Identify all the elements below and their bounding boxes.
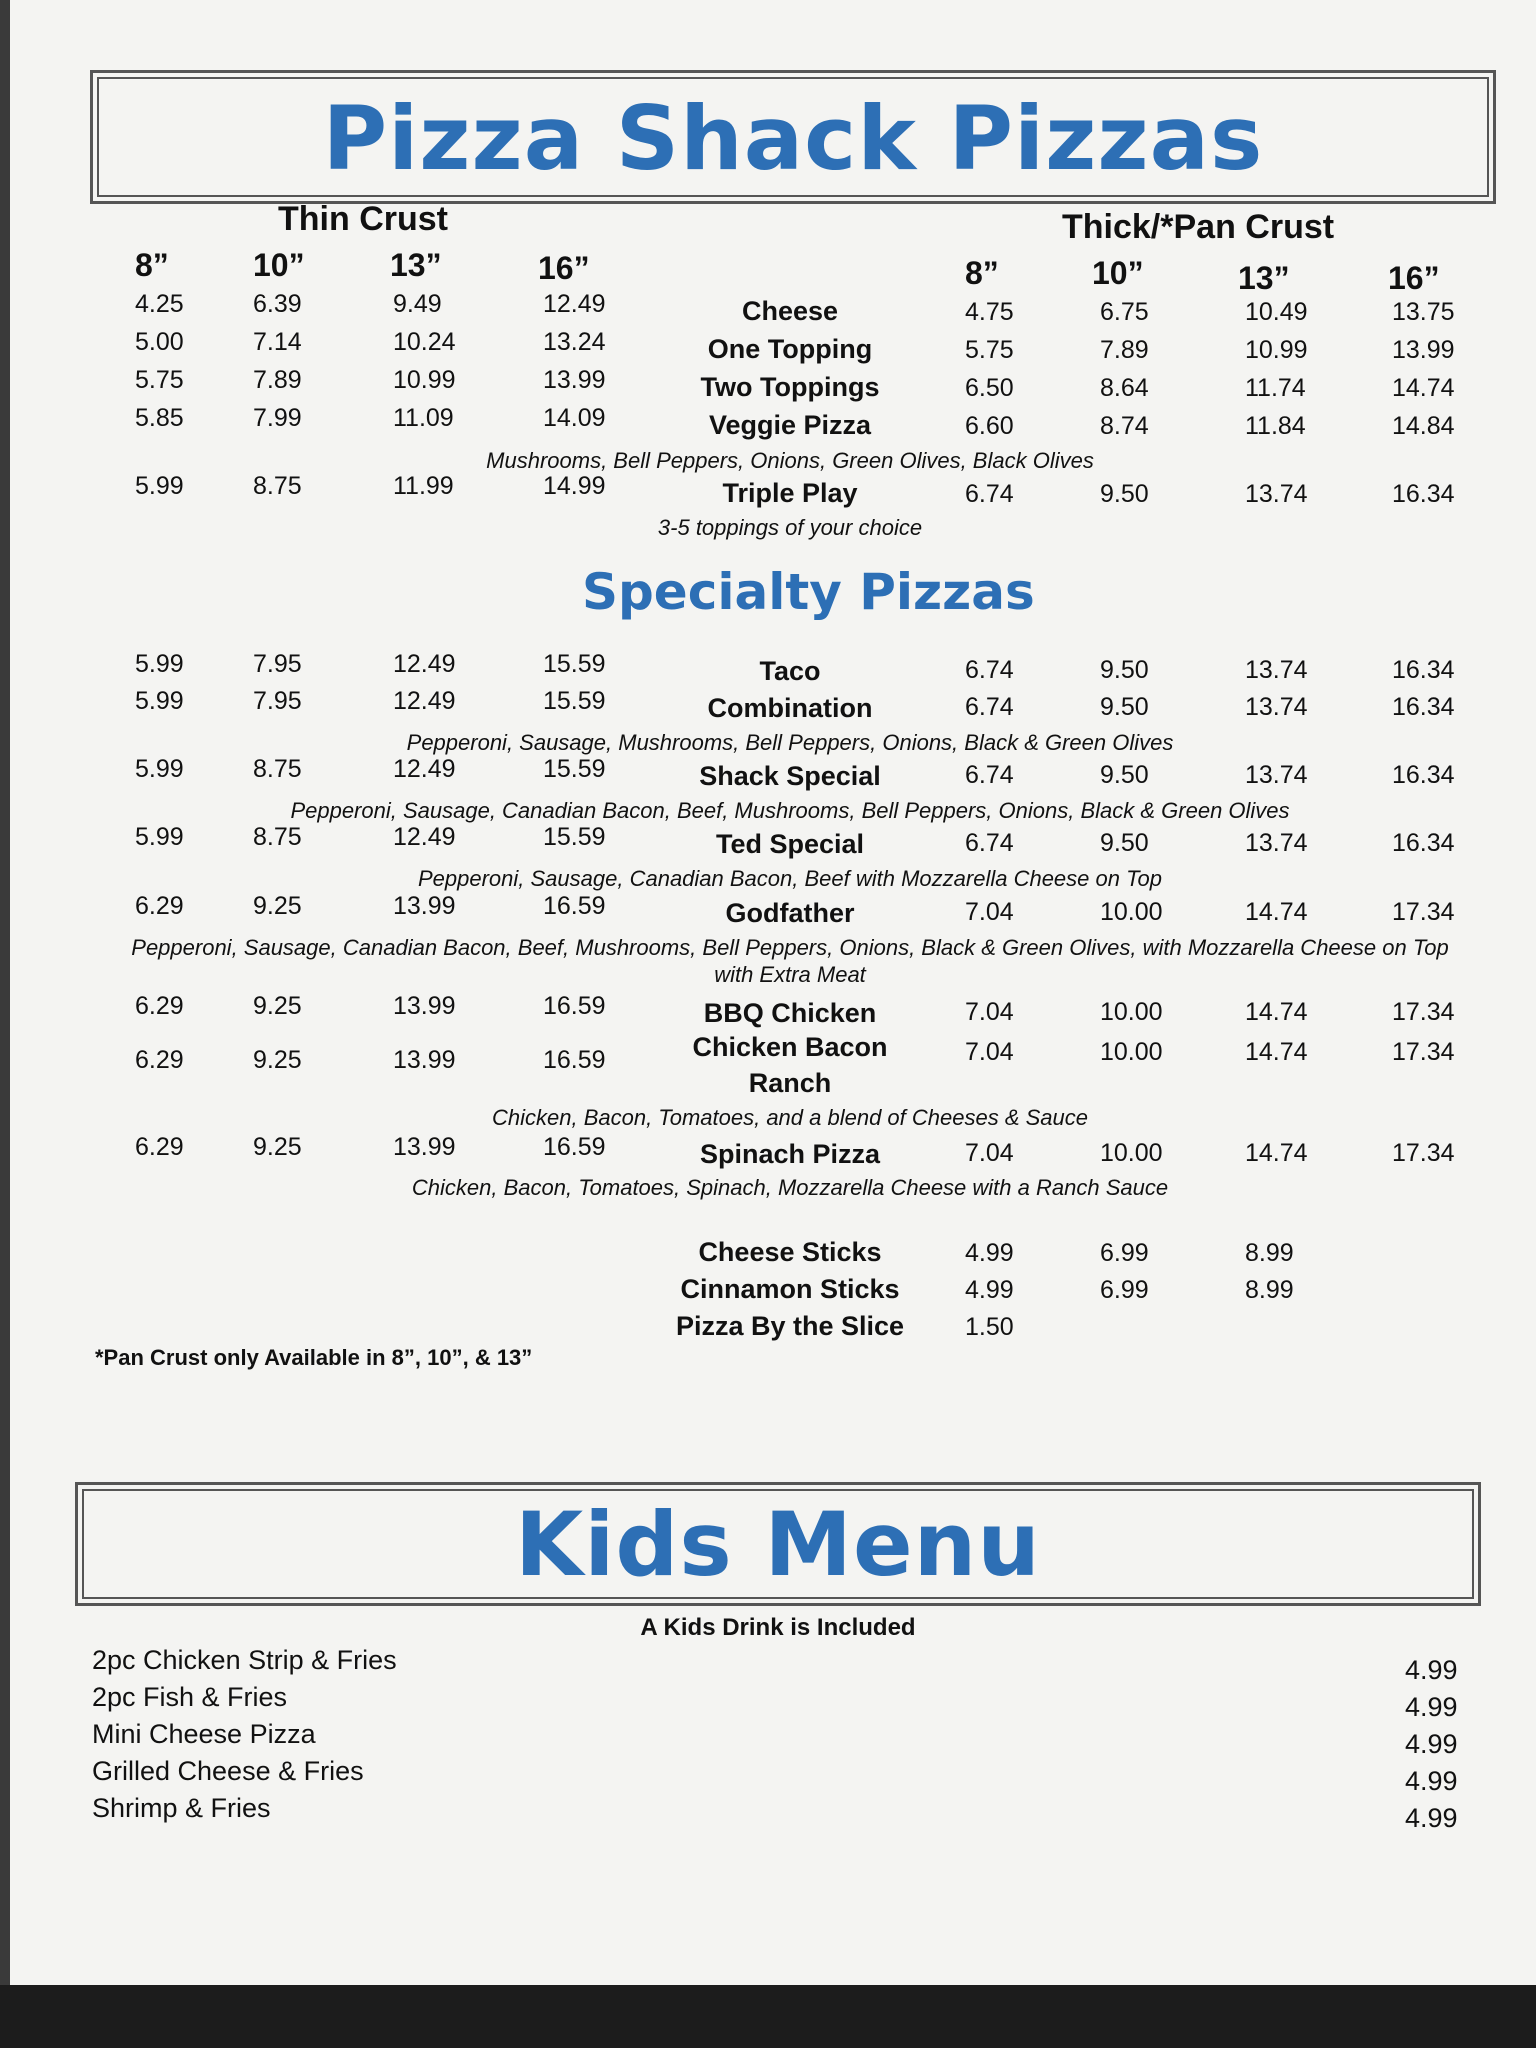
thin-crust-heading: Thin Crust	[278, 200, 448, 238]
extra-price: 6.99	[1100, 1276, 1149, 1304]
thin-price: 5.00	[135, 328, 184, 356]
specialty-description: Chicken, Bacon, Tomatoes, and a blend of Cheeses & Sauce	[491, 1105, 1088, 1130]
thick-price: 10.00	[1100, 1139, 1163, 1167]
thick-price: 10.00	[1100, 898, 1163, 926]
thick-price: 17.34	[1392, 898, 1455, 926]
thin-price: 16.59	[543, 992, 606, 1020]
thin-price: 13.99	[393, 992, 456, 1020]
specialty-name: Godfather	[725, 898, 855, 928]
thick-price: 9.50	[1100, 693, 1149, 721]
thick-price: 13.74	[1245, 761, 1308, 789]
thin-price: 5.99	[135, 650, 184, 678]
pizza-name: Triple Play	[722, 478, 858, 508]
thick-price: 10.99	[1245, 336, 1308, 364]
thin-price: 10.99	[393, 366, 456, 394]
thick-price: 14.74	[1245, 898, 1308, 926]
kids-item-price: 4.99	[1405, 1729, 1458, 1759]
thick-price: 16.34	[1392, 829, 1455, 857]
thin-price: 11.99	[393, 472, 454, 500]
thick-price: 11.74	[1245, 374, 1306, 402]
thin-price: 16.59	[543, 1133, 606, 1161]
thin-price: 16.59	[543, 892, 606, 920]
thin-price: 4.25	[135, 290, 184, 318]
thick-price: 6.74	[965, 761, 1014, 789]
thick-price: 9.50	[1100, 480, 1149, 508]
thick-price: 14.84	[1392, 412, 1455, 440]
thick-price: 7.89	[1100, 336, 1149, 364]
thick-price: 7.04	[965, 898, 1014, 926]
pizza-name: Cheese	[741, 296, 839, 326]
thin-price: 8.75	[253, 823, 302, 851]
thick-price: 14.74	[1245, 1139, 1308, 1167]
thick-price: 6.50	[965, 374, 1014, 402]
thick-price: 9.50	[1100, 761, 1149, 789]
thick-price: 13.75	[1392, 298, 1455, 326]
thick-price: 5.75	[965, 336, 1014, 364]
thick-price: 6.74	[965, 829, 1014, 857]
thin-price: 9.25	[253, 1046, 302, 1074]
kids-subtitle: A Kids Drink is Included	[640, 1614, 916, 1641]
thin-price: 11.09	[393, 404, 454, 432]
thick-size-8: 8”	[965, 255, 999, 291]
thin-price: 9.25	[253, 992, 302, 1020]
pizza-name: One Topping	[707, 334, 873, 364]
thick-price: 7.04	[965, 1038, 1014, 1066]
thick-price: 16.34	[1392, 693, 1455, 721]
thin-size-16: 16”	[538, 250, 590, 286]
thick-price: 14.74	[1245, 998, 1308, 1026]
thick-price: 6.60	[965, 412, 1014, 440]
specialty-name: Chicken Bacon	[692, 1032, 888, 1062]
thin-price: 16.59	[543, 1046, 606, 1074]
thick-price: 13.74	[1245, 656, 1308, 684]
thick-crust-heading: Thick/*Pan Crust	[1062, 208, 1335, 246]
thin-price: 15.59	[543, 755, 606, 783]
pizza-name: Two Toppings	[700, 372, 880, 402]
thin-price: 9.49	[393, 290, 442, 318]
thin-price: 7.89	[253, 366, 302, 394]
thick-price: 6.74	[965, 693, 1014, 721]
thick-price: 14.74	[1392, 374, 1455, 402]
thin-price: 7.14	[253, 328, 302, 356]
thin-size-13: 13”	[390, 247, 442, 283]
kids-item-name: Grilled Cheese & Fries	[92, 1756, 364, 1786]
thick-price: 7.04	[965, 998, 1014, 1026]
thin-price: 6.29	[135, 1133, 184, 1161]
thick-price: 9.50	[1100, 829, 1149, 857]
thin-size-10: 10”	[253, 247, 305, 283]
thin-price: 12.49	[393, 755, 456, 783]
thin-price: 12.49	[393, 687, 456, 715]
extra-name: Cheese Sticks	[698, 1237, 882, 1267]
thin-price: 9.25	[253, 1133, 302, 1161]
thin-price: 6.29	[135, 1046, 184, 1074]
thick-size-13: 13”	[1238, 260, 1290, 296]
thick-price: 13.74	[1245, 480, 1308, 508]
thick-size-16: 16”	[1388, 260, 1440, 296]
thin-price: 5.99	[135, 755, 184, 783]
thin-price: 12.49	[393, 650, 456, 678]
thin-price: 8.75	[253, 755, 302, 783]
extra-price: 8.99	[1245, 1276, 1294, 1304]
thin-price: 13.99	[393, 892, 456, 920]
thick-price: 10.49	[1245, 298, 1308, 326]
thick-price: 16.34	[1392, 761, 1455, 789]
extra-price: 6.99	[1100, 1239, 1149, 1267]
thin-price: 15.59	[543, 650, 606, 678]
thick-price: 14.74	[1245, 1038, 1308, 1066]
thin-price: 6.29	[135, 992, 184, 1020]
specialty-description: Pepperoni, Sausage, Canadian Bacon, Beef with Mozzarella Cheese on Top	[417, 866, 1162, 891]
thin-price: 7.95	[253, 687, 302, 715]
extra-name: Pizza By the Slice	[675, 1311, 905, 1341]
thick-price: 10.00	[1100, 1038, 1163, 1066]
specialty-name: Ted Special	[715, 829, 865, 859]
kids-item-name: Mini Cheese Pizza	[92, 1719, 316, 1749]
thick-price: 10.00	[1100, 998, 1163, 1026]
specialty-description-line2: with Extra Meat	[714, 962, 866, 987]
thin-price: 5.85	[135, 404, 184, 432]
specialty-name-line2: Ranch	[748, 1068, 832, 1098]
thick-price: 13.74	[1245, 693, 1308, 721]
thick-price: 11.84	[1245, 412, 1306, 440]
kids-item-price: 4.99	[1405, 1803, 1458, 1833]
thin-price: 9.25	[253, 892, 302, 920]
specialty-name: Spinach Pizza	[699, 1139, 881, 1169]
kids-item-name: Shrimp & Fries	[92, 1793, 271, 1823]
menu-page	[10, 0, 1536, 1985]
thin-price: 15.59	[543, 687, 606, 715]
pan-crust-note: *Pan Crust only Available in 8”, 10”, & 13”	[95, 1345, 533, 1370]
thin-price: 14.99	[543, 472, 606, 500]
thick-price: 9.50	[1100, 656, 1149, 684]
kids-item-name: 2pc Chicken Strip & Fries	[92, 1645, 397, 1675]
thin-price: 5.99	[135, 472, 184, 500]
extra-name: Cinnamon Sticks	[680, 1274, 900, 1304]
kids-item-name: 2pc Fish & Fries	[92, 1682, 288, 1712]
pizza-description: Mushrooms, Bell Peppers, Onions, Green Olives, Black Olives	[486, 448, 1094, 473]
thick-price: 6.74	[965, 656, 1014, 684]
kids-item-price: 4.99	[1405, 1766, 1458, 1796]
thin-price: 8.75	[253, 472, 302, 500]
thin-price: 15.59	[543, 823, 606, 851]
thin-price: 6.39	[253, 290, 302, 318]
specialty-description: Pepperoni, Sausage, Canadian Bacon, Beef, Mushrooms, Bell Peppers, Onions, Black & Green Olives, with Mozzarella Cheese on Top	[131, 935, 1449, 960]
kids-title: Kids Menu	[515, 1493, 1041, 1596]
background-edge-left	[0, 0, 10, 1985]
thick-price: 8.74	[1100, 412, 1149, 440]
title-banner	[90, 70, 1496, 204]
specialty-description: Pepperoni, Sausage, Mushrooms, Bell Peppers, Onions, Black & Green Olives	[406, 730, 1174, 755]
thin-price: 13.99	[393, 1046, 456, 1074]
thin-price: 14.09	[543, 404, 606, 432]
pizza-description: 3-5 toppings of your choice	[657, 515, 923, 540]
specialty-description: Chicken, Bacon, Tomatoes, Spinach, Mozzarella Cheese with a Ranch Sauce	[411, 1175, 1169, 1200]
extra-price: 1.50	[965, 1313, 1014, 1341]
kids-item-price: 4.99	[1405, 1692, 1458, 1722]
thin-price: 7.99	[253, 404, 302, 432]
thick-price: 13.74	[1245, 829, 1308, 857]
extra-price: 4.99	[965, 1276, 1014, 1304]
thick-price: 17.34	[1392, 1038, 1455, 1066]
pizza-name: Veggie Pizza	[708, 410, 872, 440]
thick-price: 13.99	[1392, 336, 1455, 364]
thick-price: 16.34	[1392, 656, 1455, 684]
thick-price: 7.04	[965, 1139, 1014, 1167]
thin-price: 13.99	[393, 1133, 456, 1161]
specialty-name: Shack Special	[699, 761, 881, 791]
background-edge-bottom	[0, 1985, 1536, 2048]
thick-size-10: 10”	[1092, 255, 1144, 291]
thick-price: 16.34	[1392, 480, 1455, 508]
thick-price: 8.64	[1100, 374, 1149, 402]
page-title: Pizza Shack Pizzas	[322, 87, 1264, 190]
thick-price: 4.75	[965, 298, 1014, 326]
specialty-name: BBQ Chicken	[703, 998, 877, 1028]
thin-price: 12.49	[543, 290, 606, 318]
specialty-title: Specialty Pizzas	[582, 563, 1035, 621]
thin-price: 5.99	[135, 687, 184, 715]
thin-price: 13.24	[543, 328, 606, 356]
thin-price: 13.99	[543, 366, 606, 394]
specialty-name: Taco	[759, 656, 821, 686]
thick-price: 17.34	[1392, 1139, 1455, 1167]
kids-item-price: 4.99	[1405, 1655, 1458, 1685]
specialty-description: Pepperoni, Sausage, Canadian Bacon, Beef, Mushrooms, Bell Peppers, Onions, Black & Green Olives	[290, 798, 1290, 823]
thin-price: 5.99	[135, 823, 184, 851]
thin-price: 10.24	[393, 328, 456, 356]
extra-price: 4.99	[965, 1239, 1014, 1267]
kids-banner	[75, 1482, 1481, 1606]
extra-price: 8.99	[1245, 1239, 1294, 1267]
thin-price: 6.29	[135, 892, 184, 920]
thin-size-8: 8”	[135, 247, 169, 283]
thin-price: 7.95	[253, 650, 302, 678]
thin-price: 5.75	[135, 366, 184, 394]
thick-price: 17.34	[1392, 998, 1455, 1026]
thick-price: 6.75	[1100, 298, 1149, 326]
thin-price: 12.49	[393, 823, 456, 851]
thick-price: 6.74	[965, 480, 1014, 508]
specialty-name: Combination	[707, 693, 873, 723]
